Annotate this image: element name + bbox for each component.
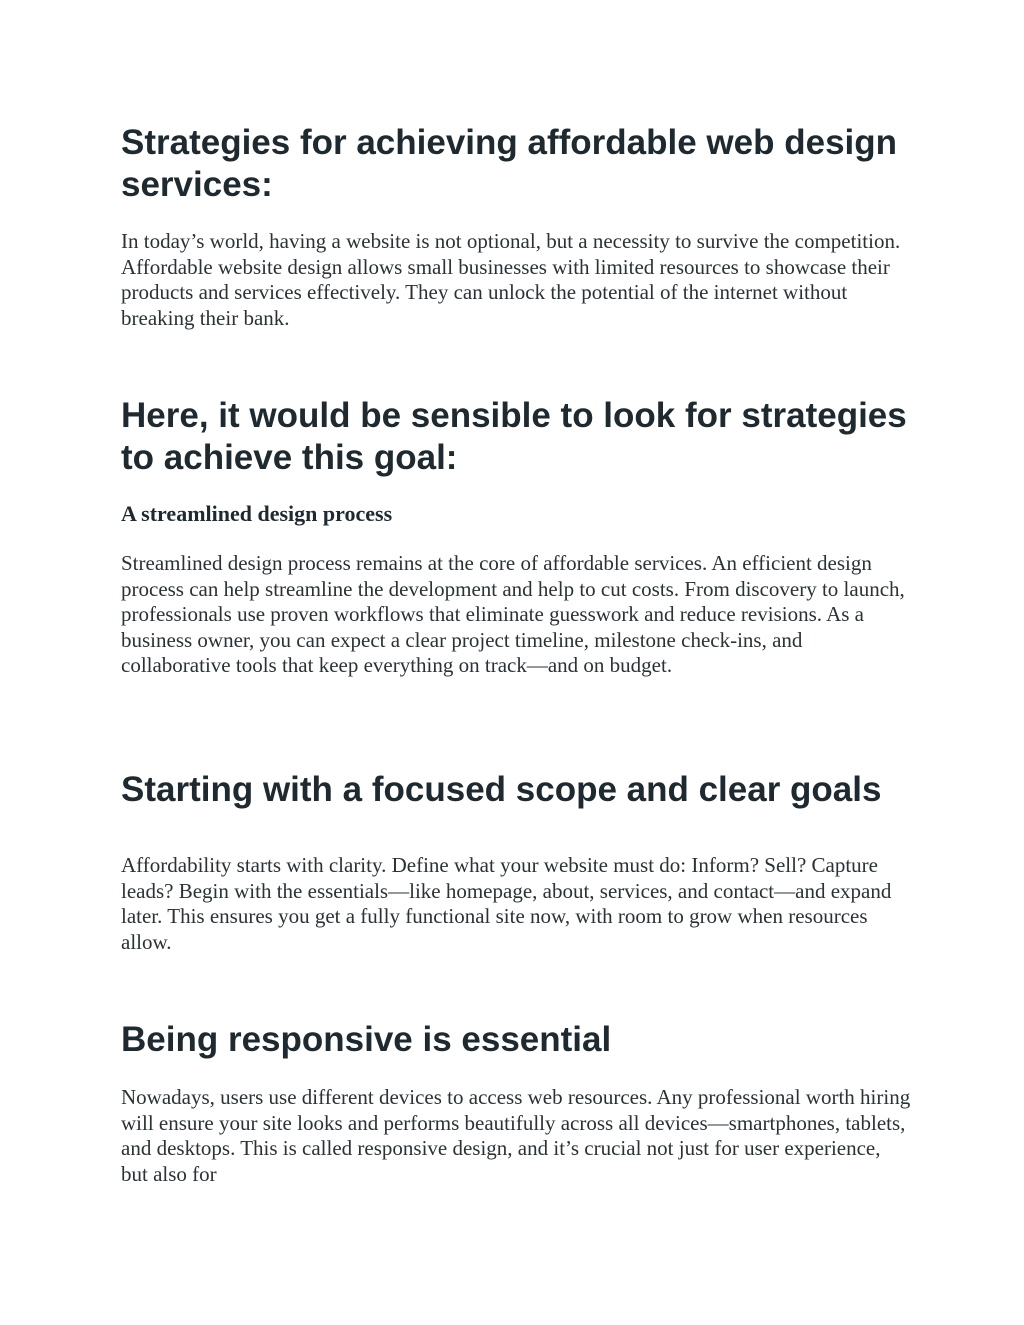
heading-strategies-to-achieve-goal: Here, it would be sensible to look for strategies to achieve this goal: [121, 396, 907, 477]
heading-affordable-web-design-strategies: Strategies for achieving affordable web design services: [121, 123, 898, 204]
paragraph-streamlined-process: Streamlined design process remains at the core of affordable services. An efficient design process can help streamline the development and help to cut costs. From discovery to launch, professionals use proven workflows that eliminate guesswork and reduce revisions. As a business owner, you can expect a clear project timeline, milestone check-ins, and collaborative tools that keep everything on track—and on budget. [121, 551, 905, 678]
heading-responsive-essential: Being responsive is essential [121, 1020, 612, 1059]
heading-focused-scope: Starting with a focused scope and clear goals [121, 770, 882, 809]
paragraph-intro: In today’s world, having a website is not optional, but a necessity to survive the competition. Affordable website design allows small businesses with limited resources to showcase their products and services effectively. They can unlock the potential of the internet without breaking their bank. [121, 229, 901, 330]
paragraph-focused-scope: Affordability starts with clarity. Define what your website must do: Inform? Sell? Capture leads? Begin with the essentials—like homepage, about, services, and contact—and expand later. This ensures you get a fully functional site now, with room to grow when resources allow. [121, 853, 892, 954]
paragraph-responsive: Nowadays, users use different devices to access web resources. Any professional worth hiring will ensure your site looks and performs beautifully across all devices—smartphones, tablets, and desktops. This is called responsive design, and it’s crucial not just for user experience, but also for [121, 1085, 911, 1186]
subheading-streamlined-design-process: A streamlined design process [121, 501, 393, 526]
